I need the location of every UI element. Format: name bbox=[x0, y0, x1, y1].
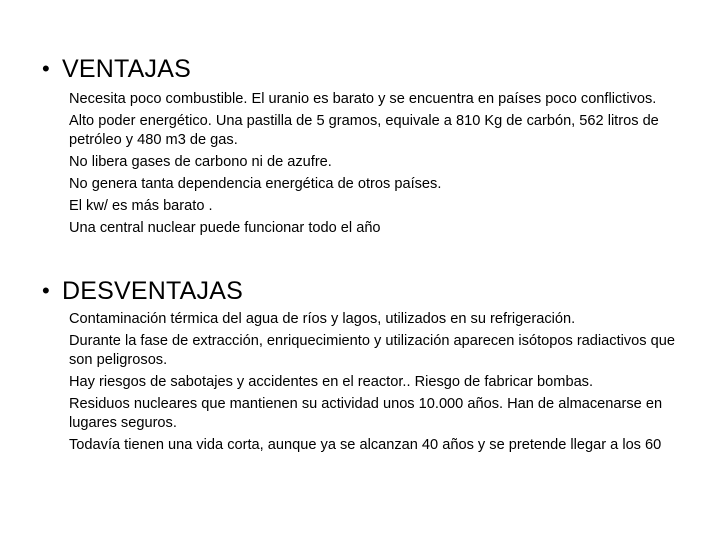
desventajas-bullet: • bbox=[42, 278, 50, 303]
ventajas-list bbox=[0, 90, 689, 238]
ventajas-item: Una central nuclear puede funcionar todo el año bbox=[69, 220, 381, 236]
ventajas-item: Alto poder energético. Una pastilla de 5 gramos, equivale a 810 Kg de carbón, 562 litros de petróleo y 480 m3 de gas. bbox=[69, 113, 659, 148]
ventajas-section bbox=[0, 54, 720, 241]
desventajas-heading-text: DESVENTAJAS bbox=[62, 277, 243, 305]
desventajas-item: Durante la fase de extracción, enriquecimiento y utilización aparecen isótopos radiactivos que son peligrosos. bbox=[69, 333, 675, 368]
desventajas-heading bbox=[0, 276, 720, 306]
desventajas-item: Todavía tienen una vida corta, aunque ya se alcanzan 40 años y se pretende llegar a los 60 bbox=[69, 437, 662, 453]
desventajas-item: Contaminación térmica del agua de ríos y lagos, utilizados en su refrigeración. bbox=[69, 311, 576, 327]
ventajas-heading bbox=[0, 54, 720, 84]
ventajas-item: Necesita poco combustible. El uranio es barato y se encuentra en países poco conflictivos. bbox=[69, 91, 657, 107]
ventajas-item: El kw/ es más barato . bbox=[69, 198, 213, 214]
ventajas-item: No genera tanta dependencia energética de otros países. bbox=[69, 176, 442, 192]
ventajas-bullet: • bbox=[42, 56, 50, 81]
desventajas-list bbox=[0, 310, 689, 455]
ventajas-heading-text: VENTAJAS bbox=[62, 55, 191, 83]
desventajas-section bbox=[0, 276, 720, 458]
desventajas-item: Residuos nucleares que mantienen su actividad unos 10.000 años. Han de almacenarse en lugares seguros. bbox=[69, 396, 663, 431]
ventajas-item: No libera gases de carbono ni de azufre. bbox=[69, 154, 332, 170]
desventajas-item: Hay riesgos de sabotajes y accidentes en el reactor.. Riesgo de fabricar bombas. bbox=[69, 374, 594, 390]
